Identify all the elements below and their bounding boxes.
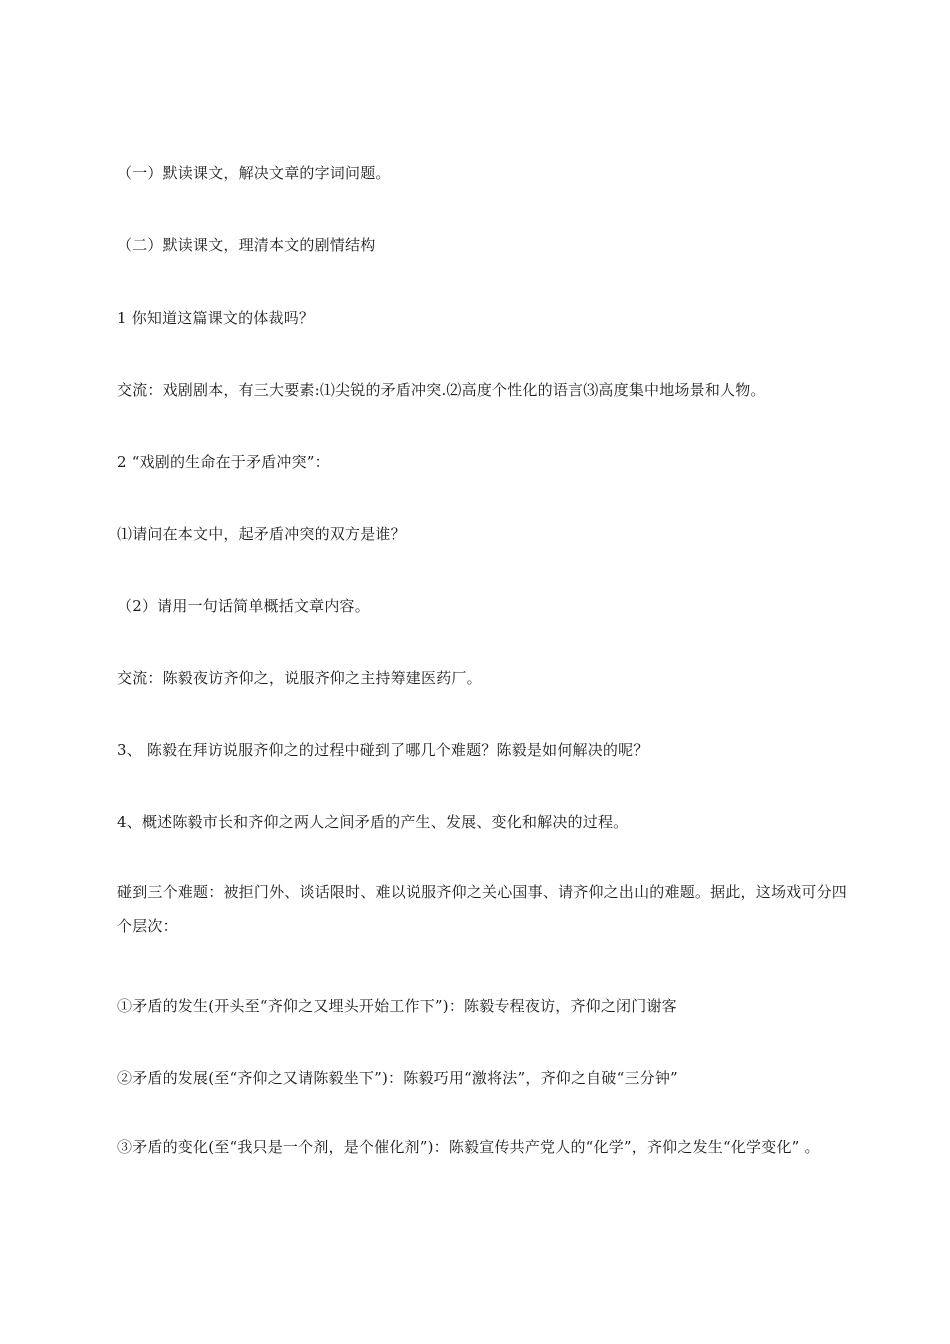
question-2: 2 “戏剧的生命在于矛盾冲突”：	[117, 453, 330, 471]
question-2-sub-1: ⑴请问在本文中，起矛盾冲突的双方是谁？	[117, 525, 406, 543]
answer-3-paragraph: 碰到三个难题：被拒门外、谈话限时、难以说服齐仰之关心国事、请齐仰之出山的难题。据此，这场戏可分四个层次：	[117, 883, 847, 935]
answer-2: 交流：陈毅夜访齐仰之，说服齐仰之主持筹建医药厂。	[117, 669, 482, 687]
section-heading-2: （二）默读课文，理清本文的剧情结构	[117, 236, 376, 254]
question-2-sub-2: （2）请用一句话简单概括文章内容。	[117, 597, 370, 615]
answer-1: 交流：戏剧剧本，有三大要素:⑴尖锐的矛盾冲突.⑵高度个性化的语言⑶高度集中地场景和人物。	[117, 381, 766, 399]
question-3: 3、 陈毅在拜访说服齐仰之的过程中碰到了哪几个难题？陈毅是如何解决的呢？	[117, 741, 649, 759]
level-3-paragraph: ③矛盾的变化(至“我只是一个剂，是个催化剂”)：陈毅宣传共产党人的“化学”，齐仰之发生“化学变化” 。	[117, 1138, 820, 1156]
question-1: 1 你知道这篇课文的体裁吗？	[117, 309, 315, 327]
level-2: ②矛盾的发展(至“齐仰之又请陈毅坐下”)：陈毅巧用“激将法”，齐仰之自破“三分钟”	[117, 1069, 678, 1087]
question-4: 4、概述陈毅市长和齐仰之两人之间矛盾的产生、发展、变化和解决的过程。	[117, 813, 629, 831]
level-1: ①矛盾的发生(开头至“齐仰之又埋头开始工作下”)：陈毅专程夜访，齐仰之闭门谢客	[117, 997, 677, 1015]
section-heading-1: （一）默读课文，解决文章的字词问题。	[117, 164, 391, 182]
